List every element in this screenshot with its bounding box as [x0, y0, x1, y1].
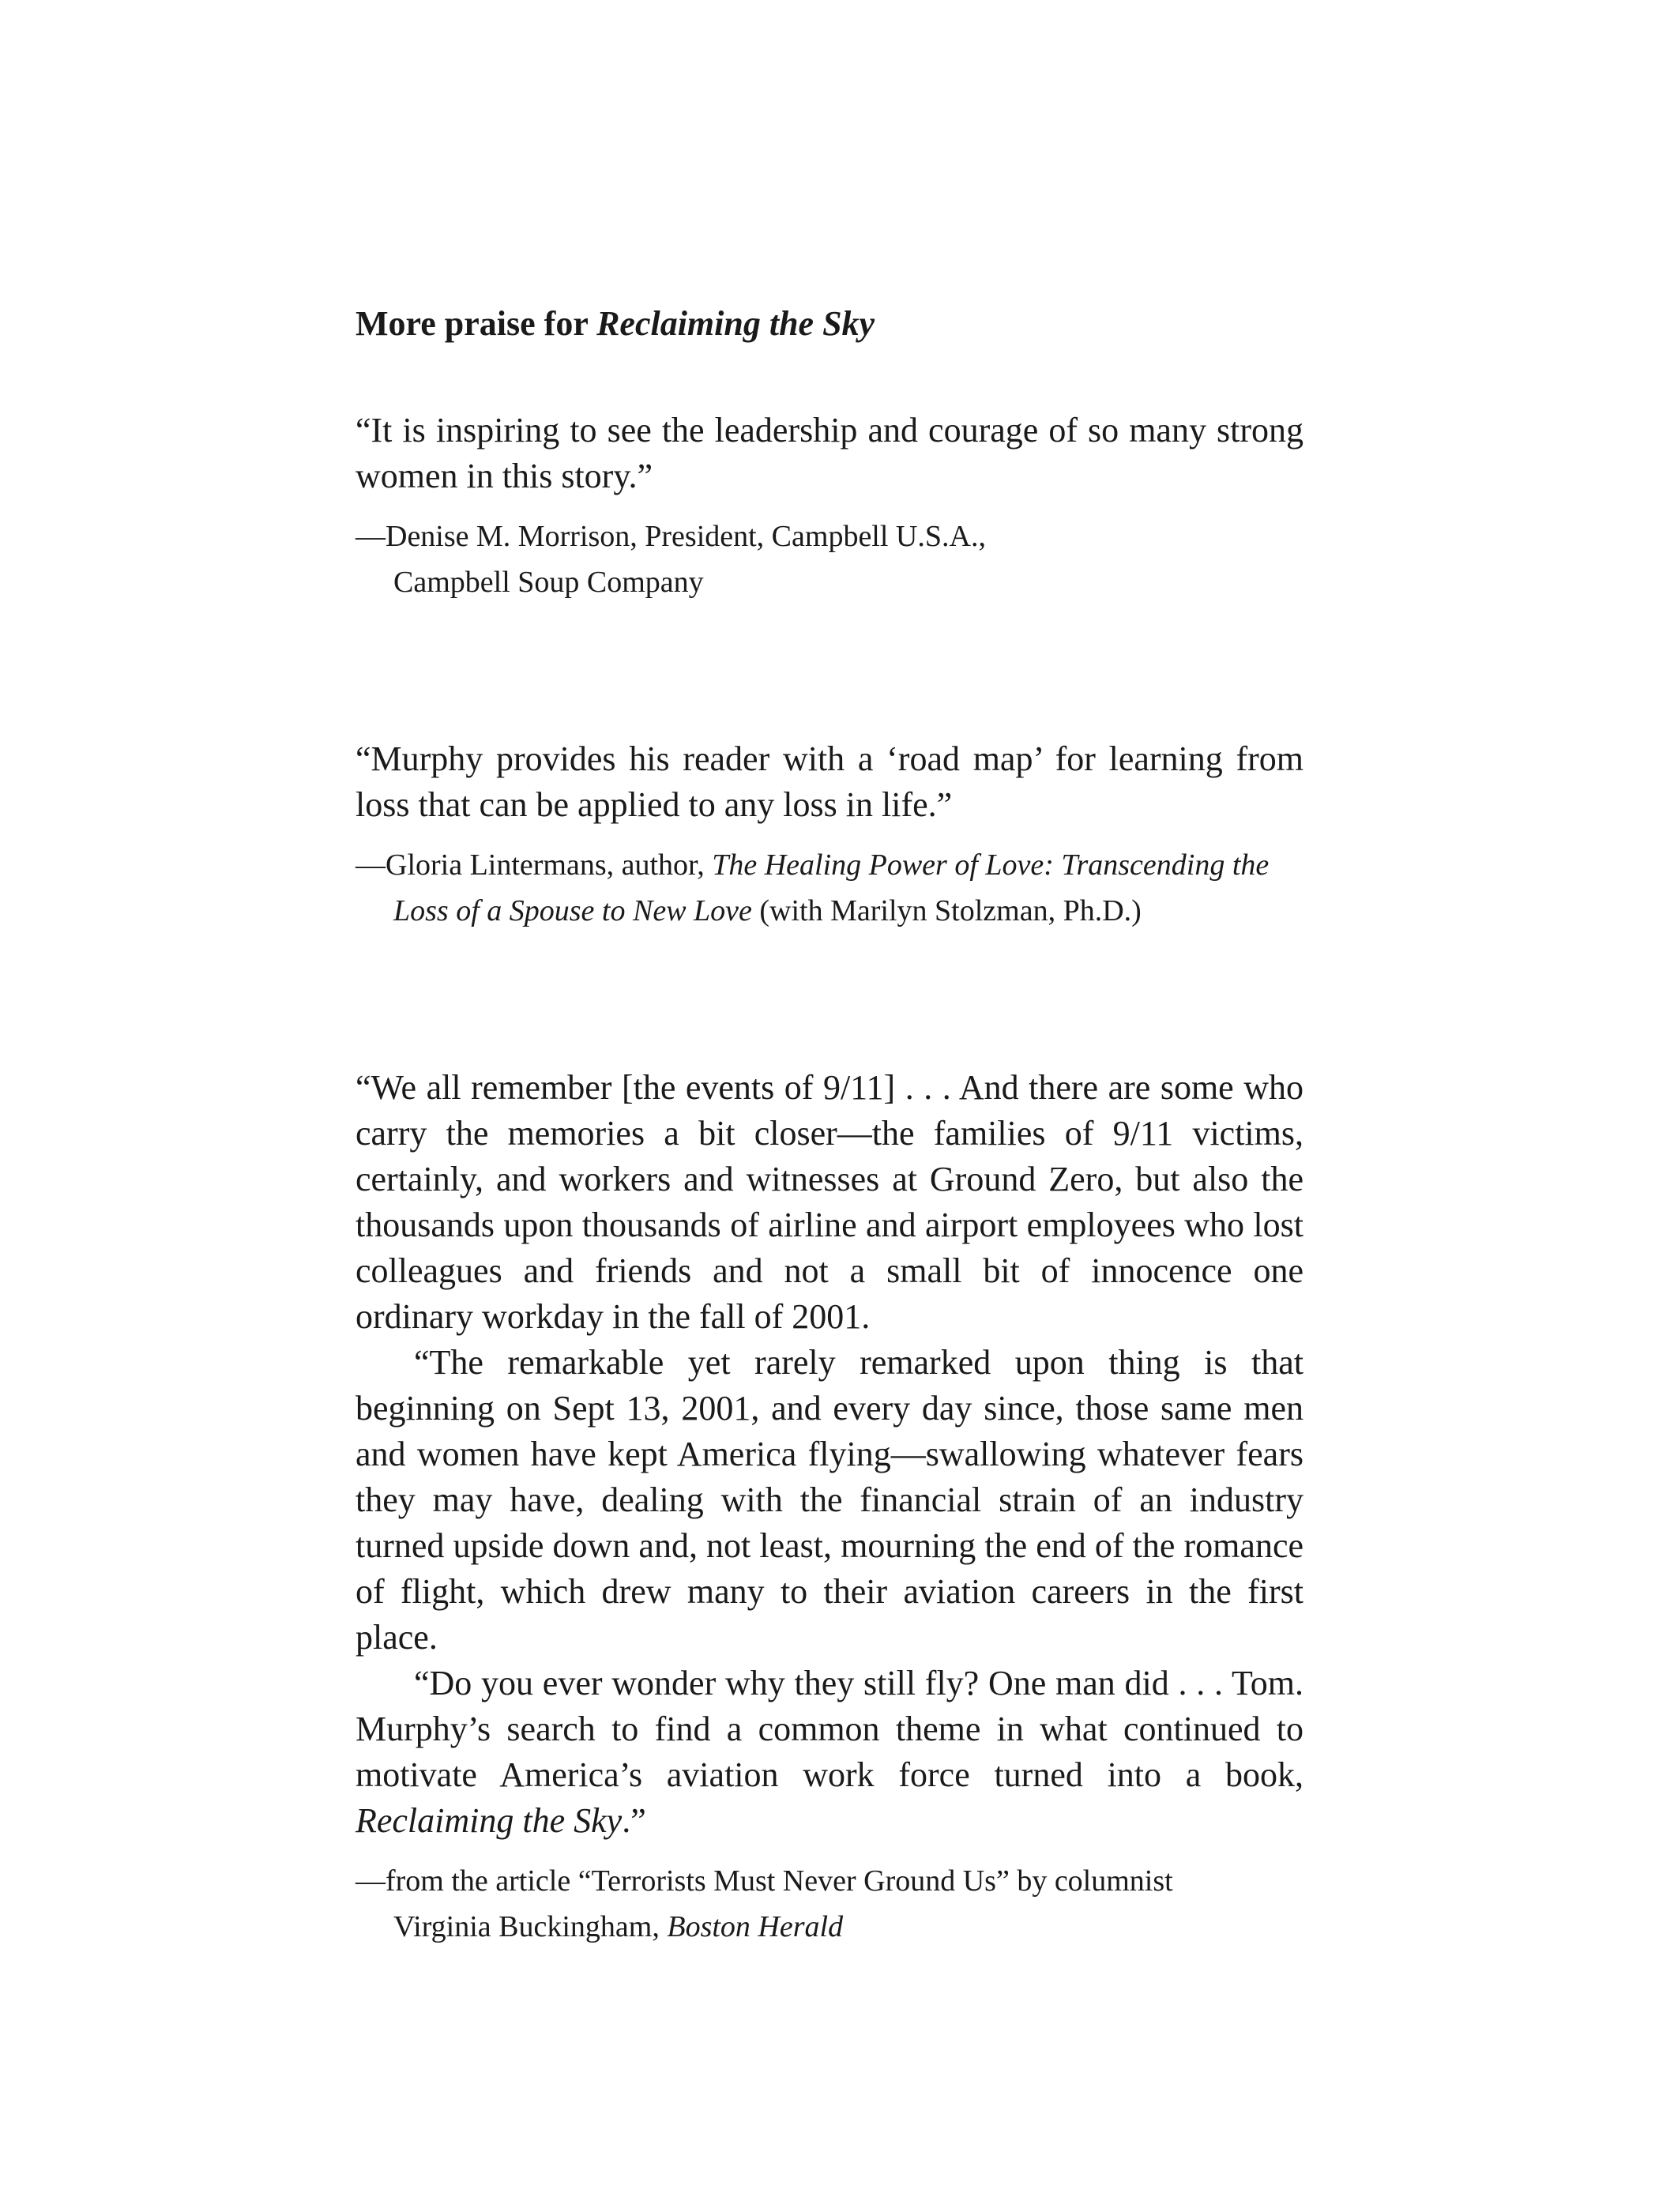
- heading-book-title: Reclaiming the Sky: [596, 304, 875, 343]
- praise-paragraph-3: [356, 1661, 1304, 1844]
- praise-quote: “It is inspiring to see the leadership and courage of so many strong women in this story.”: [356, 411, 1304, 495]
- attribution-source: Boston Herald: [667, 1910, 844, 1943]
- heading-prefix: More praise for: [356, 304, 597, 343]
- attribution-line-1: —Denise M. Morrison, President, Campbell U.S.A.,: [356, 520, 986, 553]
- praise-block-morrison: [356, 408, 1304, 605]
- praise-block-lintermans: [356, 736, 1304, 934]
- attribution-line-2-prefix: Virginia Buckingham,: [393, 1910, 668, 1943]
- attribution-line-2: Campbell Soup Company: [393, 566, 704, 599]
- praise-quote: “Murphy provides his reader with a ‘road map’ for learning from loss that can be applied to any loss in life.”: [356, 739, 1304, 824]
- paragraph-3-book-title: Reclaiming the Sky: [356, 1801, 623, 1840]
- praise-block-buckingham: [356, 1065, 1304, 1950]
- paragraph-3-end: .”: [622, 1801, 646, 1840]
- attribution-suffix: (with Marilyn Stolzman, Ph.D.): [751, 894, 1142, 927]
- attribution-line-1: —from the article “Terrorists Must Never Ground Us” by columnist: [356, 1864, 1173, 1898]
- praise-attribution: [356, 842, 1304, 934]
- praise-attribution: [356, 514, 1304, 605]
- attribution-prefix: —Gloria Lintermans, author,: [356, 848, 713, 882]
- praise-paragraph-1: “We all remember [the events of 9/11] . . . And there are some who carry the memories a bit closer—the families of 9/11 victims, certainly, and workers and witnesses at Ground Zero, but also the thousands upon thousands of airline and airport employees who lost colleagues and friends and not a small bit of innocence one ordinary workday in the fall of 2001.: [356, 1068, 1304, 1336]
- page-content: [356, 300, 1304, 1950]
- praise-attribution: [356, 1858, 1304, 1950]
- paragraph-3-text: “Do you ever wonder why they still fly? One man did . . . Tom. Murphy’s search to find a common theme in what continued to motivate America’s aviation work force turned into a book,: [356, 1664, 1304, 1794]
- praise-paragraph-2: “The remarkable yet rarely remarked upon thing is that beginning on Sept 13, 2001, and every day since, those same men and women have kept America flying—swallowing whatever fears they may have, dealing with the financial strain of an industry turned upside down and, not least, mourning the end of the romance of flight, which drew many to their aviation careers in the first place.: [356, 1343, 1304, 1657]
- page-heading: [356, 300, 1304, 348]
- attribution-book-title: The Healing Power of Love: Transcending the Loss of a Spouse to New Love: [393, 848, 1270, 927]
